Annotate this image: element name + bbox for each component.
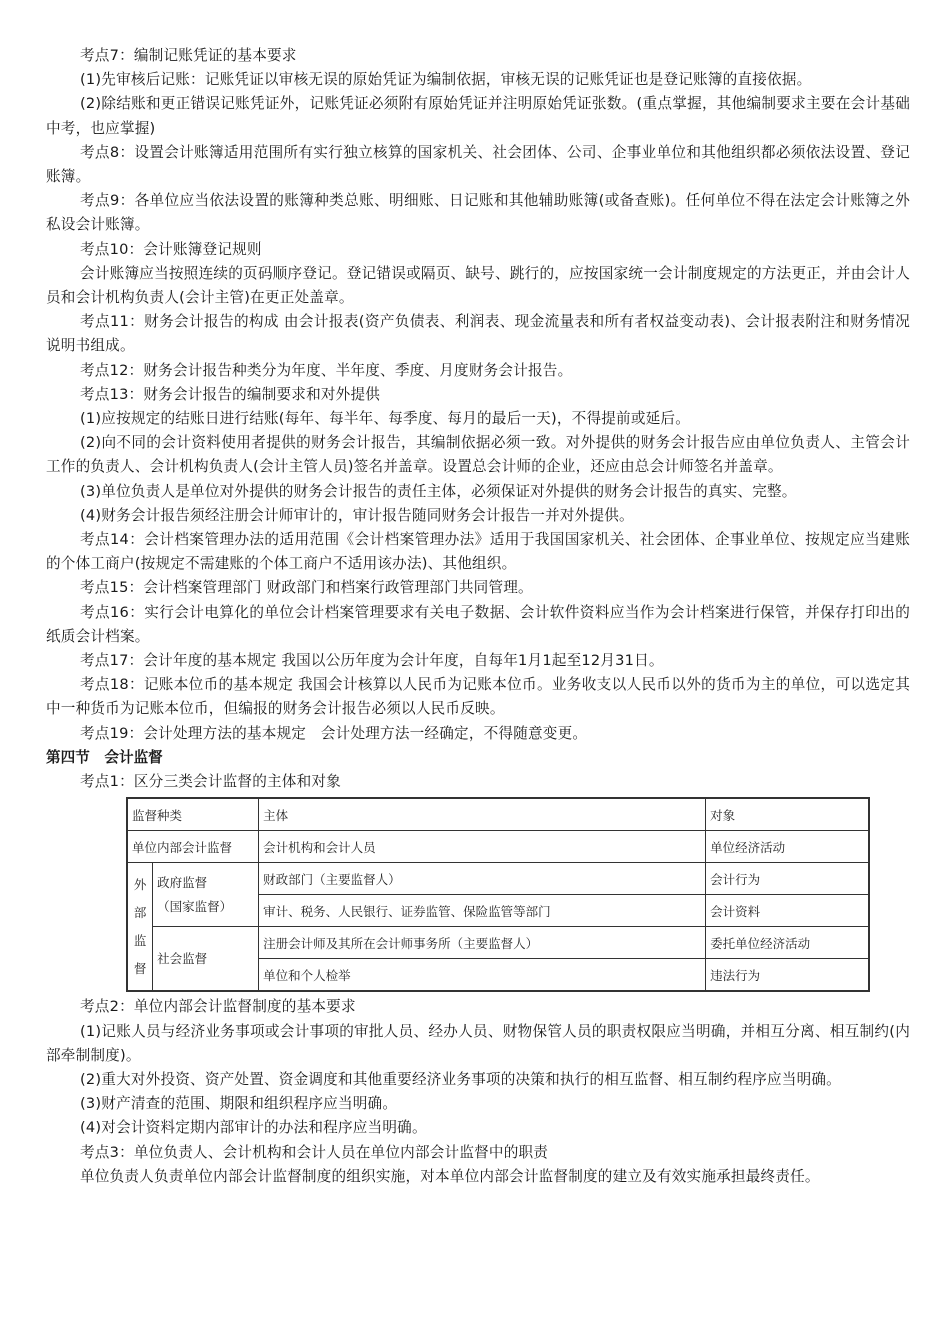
table-row <box>127 831 869 863</box>
table-intro: 考点1：区分三类会计监督的主体和对象 <box>80 773 341 791</box>
table-row <box>127 927 869 959</box>
paragraph: (4)对会计资料定期内部审计的办法和程序应当明确。 <box>80 1119 427 1137</box>
paragraph: 考点16：实行会计电算化的单位会计档案管理要求有关电子数据、会计软件资料应当作为会计档案进行保管，并保存打印出的纸质会计档案。 <box>46 603 910 645</box>
table-row <box>127 863 869 895</box>
cell-government-supervision: 政府监督 （国家监督） <box>153 863 259 927</box>
header-object: 对象 <box>706 798 869 831</box>
paragraph: (4)财务会计报告须经注册会计师审计的，审计报告随同财务会计报告一并对外提供。 <box>80 506 634 524</box>
paragraph: (2)除结账和更正错误记账凭证外，记账凭证必须附有原始凭证并注明原始凭证张数。(重点掌握，其他编制要求主要在会计基础中考，也应掌握) <box>46 95 910 137</box>
paragraph: 考点13：财务会计报告的编制要求和对外提供 <box>80 385 381 403</box>
paragraph: 考点7：编制记账凭证的基本要求 <box>80 47 297 64</box>
paragraph: 考点3：单位负责人、会计机构和会计人员在单位内部会计监督中的职责 <box>80 1143 549 1161</box>
cell-object: 委托单位经济活动 <box>706 927 869 959</box>
cell-object: 会计行为 <box>706 863 869 895</box>
paragraph: (2)向不同的会计资料使用者提供的财务会计报告，其编制依据必须一致。对外提供的财务会计报告应由单位负责人、主管会计工作的负责人、会计机构负责人(会计主管人员)签名并盖章。设置总会计师的企业，还应由总会计师签名并盖章。 <box>46 434 910 476</box>
header-type: 监督种类 <box>127 798 259 831</box>
paragraph: 考点18：记账本位币的基本规定 我国会计核算以人民币为记账本位币。业务收支以人民币以外的货币为主的单位，可以选定其中一种货币为记账本位币，但编报的财务会计报告必须以人民币反映。 <box>46 676 910 718</box>
table-header-row <box>127 798 869 831</box>
paragraph: 考点17：会计年度的基本规定 我国以公历年度为会计年度，自每年1月1起至12月31日。 <box>80 652 664 670</box>
paragraph: 单位负责人负责单位内部会计监督制度的组织实施，对本单位内部会计监督制度的建立及有效实施承担最终责任。 <box>80 1167 820 1185</box>
supervision-table <box>126 797 870 992</box>
paragraph: 考点10：会计账簿登记规则 <box>80 240 262 258</box>
cell-subject: 财政部门（主要监督人） <box>259 863 706 895</box>
paragraph: 会计账簿应当按照连续的页码顺序登记。登记错误或隔页、缺号、跳行的，应按国家统一会计制度规定的方法更正，并由会计人员和会计机构负责人(会计主管)在更正处盖章。 <box>46 264 910 307</box>
paragraph: 考点9：各单位应当依法设置的账簿种类总账、明细账、日记账和其他辅助账簿(或备查账)。任何单位不得在法定会计账簿之外私设会计账簿。 <box>46 192 910 234</box>
paragraph: (3)单位负责人是单位对外提供的财务会计报告的责任主体，必须保证对外提供的财务会计报告的真实、完整。 <box>80 482 797 500</box>
cell-subject: 会计机构和会计人员 <box>259 831 706 863</box>
supervision-table-wrapper <box>126 797 870 992</box>
paragraph: 考点14：会计档案管理办法的适用范围《会计档案管理办法》适用于我国国家机关、社会团体、企事业单位、按规定应当建账的个体工商户(按规定不需建账的个体工商户不适用该办法)、其他组织。 <box>46 531 910 573</box>
header-subject: 主体 <box>259 798 706 831</box>
paragraph: (2)重大对外投资、资产处置、资金调度和其他重要经济业务事项的决策和执行的相互监督、相互制约程序应当明确。 <box>80 1070 841 1088</box>
paragraph: (1)先审核后记账：记账凭证以审核无误的原始凭证为编制依据，审核无误的记账凭证也是登记账簿的直接依据。 <box>80 71 812 89</box>
cell-subject: 注册会计师及其所在会计师事务所（主要监督人） <box>259 927 706 959</box>
cell-subject: 审计、税务、人民银行、证券监管、保险监管等部门 <box>259 895 706 927</box>
document-page <box>46 44 910 1189</box>
paragraph: 考点2：单位内部会计监督制度的基本要求 <box>80 998 356 1016</box>
cell-social-supervision: 社会监督 <box>153 927 259 992</box>
section-four-content <box>46 995 910 1189</box>
section-three-content <box>46 44 910 746</box>
paragraph: 考点15：会计档案管理部门 财政部门和档案行政管理部门共同管理。 <box>80 579 533 597</box>
section-title: 第四节 会计监督 <box>46 748 163 766</box>
paragraph: 考点12：财务会计报告种类分为年度、半年度、季度、月度财务会计报告。 <box>80 361 573 379</box>
paragraph: (1)记账人员与经济业务事项或会计事项的审批人员、经办人员、财物保管人员的职责权限应当明确，并相互分离、相互制约(内部牵制制度)。 <box>46 1022 910 1064</box>
cell-type: 单位内部会计监督 <box>127 831 259 863</box>
paragraph: 考点8：设置会计账簿适用范围所有实行独立核算的国家机关、社会团体、公司、企事业单位和其他组织都必须依法设置、登记账簿。 <box>46 143 910 186</box>
cell-object: 会计资料 <box>706 895 869 927</box>
cell-subject: 单位和个人检举 <box>259 959 706 992</box>
paragraph: 考点19：会计处理方法的基本规定 会计处理方法一经确定，不得随意变更。 <box>80 724 588 742</box>
paragraph: (3)财产清查的范围、期限和组织程序应当明确。 <box>80 1095 398 1113</box>
cell-external-supervision: 外 部 监 督 <box>127 863 153 992</box>
cell-object: 违法行为 <box>706 959 869 992</box>
cell-object: 单位经济活动 <box>706 831 869 863</box>
paragraph: (1)应按规定的结账日进行结账(每年、每半年、每季度、每月的最后一天)，不得提前或延后。 <box>80 410 691 428</box>
paragraph: 考点11：财务会计报告的构成 由会计报表(资产负债表、利润表、现金流量表和所有者权益变动表)、会计报表附注和财务情况说明书组成。 <box>46 313 910 355</box>
